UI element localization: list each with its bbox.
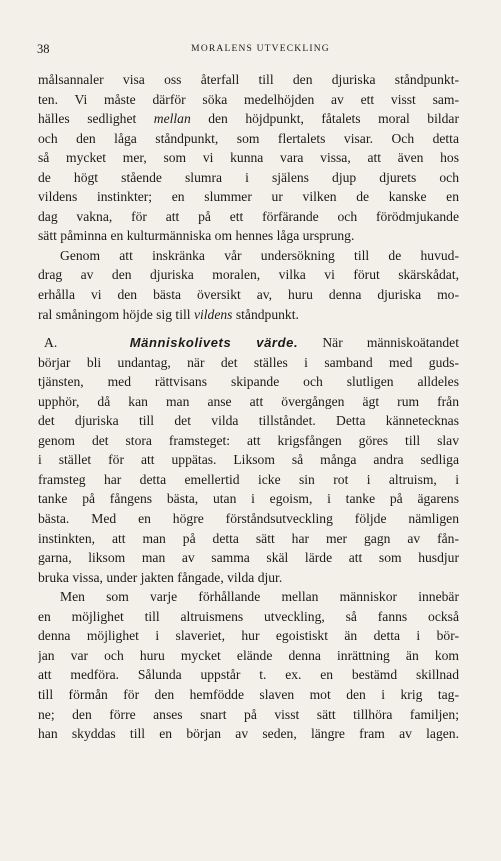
text-line: börjar bli undantag, när det ställes i samband med guds-	[38, 354, 459, 370]
text-line: bästa. Med en högre förståndsutveckling följde nämligen	[38, 511, 459, 527]
text-line: tanke på fångens bästa, utan i egoism, i tanke på ägarens	[38, 491, 459, 507]
paragraph	[38, 246, 459, 324]
text-line: ten. Vi måste därför söka medelhöjden av ett visst sam-	[38, 91, 459, 107]
text-line: vildens instinkter; en slummer ur vilken de kanske en	[38, 189, 459, 205]
text-line: att medföra. Sålunda uppstår t. ex. en bestämd skillnad	[38, 667, 459, 683]
section-a	[38, 333, 459, 587]
text-line: så mycket mer, som vi kunna vara vissa, att även hos	[38, 150, 459, 166]
text-line: Men som varje förhållande mellan människor innebär	[60, 589, 459, 605]
text-line: sätt påminna en kulturmänniska om hennes låga ursprung.	[38, 228, 355, 244]
text-line: upphör, då kan man anse att övergången ägt rum från	[38, 393, 459, 409]
text-line: denna möjlighet i slaveriet, hur egoistiskt än detta i bör-	[38, 628, 459, 644]
text-line: i stället för att uppätas. Liksom så många andra sedliga	[38, 452, 459, 468]
page-number: 38	[37, 42, 50, 56]
text-line: och den låga ståndpunkt, som flertalets visar. Och detta	[38, 130, 459, 146]
text-line: målsannaler visa oss återfall till den djuriska ståndpunkt-	[38, 72, 459, 87]
paragraph	[38, 587, 459, 743]
text-line: dag vakna, för att på ett förfärande och förödmjukande	[38, 208, 459, 224]
text-line: jan var och huru mycket elände denna inrättning än kom	[38, 647, 459, 663]
emphasized-word: mellan	[153, 111, 191, 127]
text-line: tjänsten, med rättvisans skipande och slutligen alldeles	[38, 374, 459, 390]
text-run: När människoätandet	[298, 335, 459, 351]
text-run: ståndpunkt.	[232, 306, 299, 322]
text-line: de högt stående slumra i själens djup djurets och	[38, 169, 459, 185]
text-line: drag av den djuriska moralen, vilka vi förut skärskådat,	[38, 267, 459, 283]
section-label: A.	[44, 335, 58, 351]
text-run: hälles sedlighet	[38, 111, 154, 127]
text-run: den höjdpunkt, fåtalets moral bildar	[190, 111, 459, 127]
section-title: Människolivets värde.	[129, 335, 299, 351]
text-line: en möjlighet till altruismens utveckling, så fanns också	[38, 608, 459, 624]
section-heading-line	[38, 333, 459, 353]
paragraph	[38, 70, 459, 246]
text-line: genom det stora framsteget: att krigsfången göres till slav	[38, 432, 459, 448]
text-line: ne; den förre anses snart på visst sätt tillhöra familjen;	[38, 706, 459, 722]
running-head: MORALENS UTVECKLING	[191, 44, 330, 54]
text-line: till förmån för den hemfödde slaven mot den i krig tag-	[38, 686, 459, 702]
body-text	[38, 70, 459, 744]
text-line	[38, 305, 459, 325]
text-line: erhålla vi den bästa översikt av, huru denna djuriska mo-	[38, 287, 459, 303]
text-line: garna, liksom man av samma skäl lärde att som husdjur	[38, 550, 459, 566]
text-line: det djuriska till det vilda tillståndet. Detta kännetecknas	[38, 413, 459, 429]
text-run: ral småningom höjde sig till	[38, 306, 194, 322]
text-line: framsteg har detta emellertid icke sin rot i altruism, i	[38, 471, 459, 487]
text-line: bruka vissa, under jakten fångade, vilda djur.	[38, 569, 283, 585]
text-line: Genom att inskränka vår undersökning till de huvud-	[60, 247, 459, 263]
text-line: han skyddas till en början av seden, längre fram av lagen.	[38, 726, 459, 742]
section-spacer	[38, 324, 459, 333]
emphasized-word: vildens	[193, 306, 233, 322]
text-line: instinkten, att man på detta sätt har mer gagn av fån-	[38, 530, 459, 546]
text-line	[38, 109, 459, 129]
